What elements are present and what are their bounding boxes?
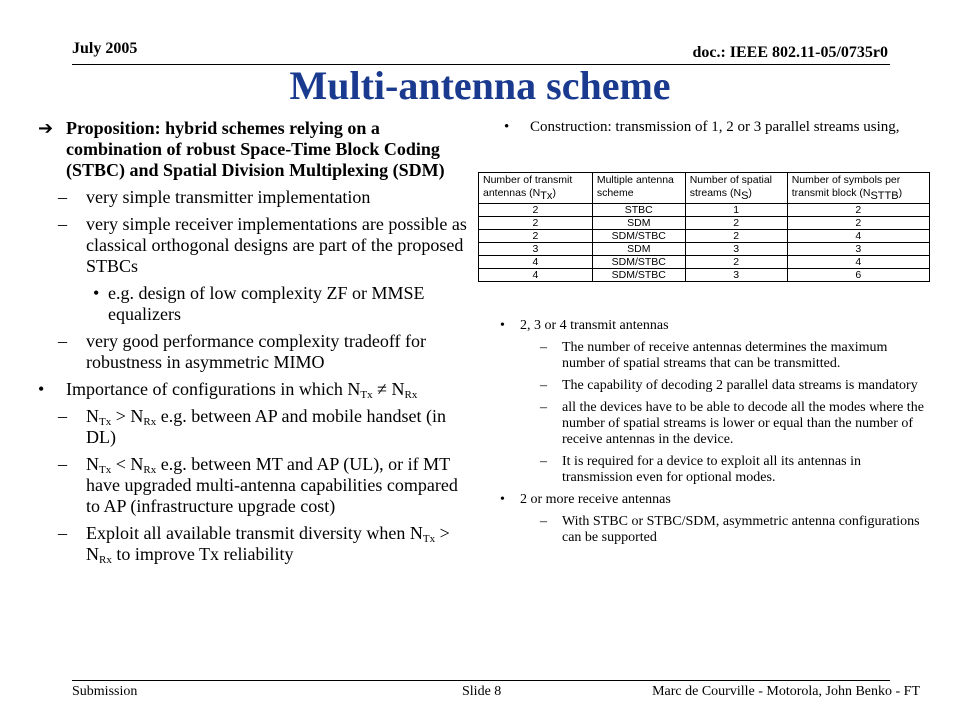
antenna-list bbox=[500, 318, 930, 552]
footer-authors: Marc de Courville - Motorola, John Benko - FT bbox=[652, 684, 920, 699]
right-column bbox=[490, 118, 940, 136]
tx-antennas-bullet: • 2, 3 or 4 transmit antennas bbox=[500, 318, 669, 333]
table-header-cell: Multiple antenna scheme bbox=[592, 173, 685, 204]
sub-bullet: – very simple transmitter implementation bbox=[58, 187, 371, 207]
sub-bullet: – very good performance complexity tradeoff for robustness in asymmetric MIMO bbox=[58, 331, 427, 372]
tx-sub-bullet: – The number of receive antennas determines the maximum number of spatial streams that can be transmitted. bbox=[540, 340, 888, 371]
footer-submission: Submission bbox=[72, 684, 138, 699]
config-bullet-dl: – $N_{Tx} > N_{Rx}$ e.g. between AP and mobile handset (in DL) bbox=[58, 406, 447, 447]
table-row: 2 SDM 2 2 bbox=[479, 217, 930, 230]
proposition-bullet: ➔ Proposition: hybrid schemes relying on a combination of robust Space-Time Block Coding (STBC) and Spatial Division Multiplexing (SDM) bbox=[38, 118, 445, 180]
importance-bullet: • Importance of configurations in which $N_{Tx} \ne N_{Rx}$ bbox=[38, 379, 418, 401]
sub-bullet: – very simple receiver implementations are possible as classical orthogonal designs are part of the proposed STBCs bbox=[58, 214, 467, 276]
table-row: 2 STBC 1 2 bbox=[479, 204, 930, 217]
construction-bullet: • Construction: transmission of 1, 2 or 3 parallel streams using, bbox=[504, 119, 900, 135]
exploit-bullet: – Exploit all available transmit diversity when $N_{Tx} > N_{Rx}$ to improve Tx reliability bbox=[58, 523, 450, 566]
footer-slide-number: Slide 8 bbox=[462, 684, 502, 699]
table-row: 2 SDM/STBC 2 4 bbox=[479, 230, 930, 243]
table-header-row bbox=[479, 173, 930, 204]
sub-sub-bullet: • e.g. design of low complexity ZF or MMSE equalizers bbox=[93, 283, 425, 324]
rx-sub-bullet: – With STBC or STBC/SDM, asymmetric antenna configurations can be supported bbox=[540, 514, 920, 545]
rx-antennas-bullet: • 2 or more receive antennas bbox=[500, 492, 671, 507]
configuration-table bbox=[478, 172, 930, 282]
config-bullet-ul: – $N_{Tx} < N_{Rx}$ e.g. between MT and AP (UL), or if MT have upgraded multi-antenna capabilities compared to AP (infrastructure upgrade cost) bbox=[58, 454, 458, 516]
table-row: 4 SDM/STBC 3 6 bbox=[479, 269, 930, 282]
footer-rule bbox=[72, 680, 890, 681]
header-date: July 2005 bbox=[72, 40, 138, 57]
table-row: 3 SDM 3 3 bbox=[479, 243, 930, 256]
slide-title: Multi-antenna scheme bbox=[289, 63, 671, 108]
header-doc-id: doc.: IEEE 802.11-05/0735r0 bbox=[692, 44, 888, 61]
tx-sub-bullet: – The capability of decoding 2 parallel data streams is mandatory bbox=[540, 378, 918, 393]
tx-sub-bullet: – all the devices have to be able to decode all the modes where the number of spatial streams is lower or equal than the number of receive antennas in the device. bbox=[540, 400, 924, 447]
tx-sub-bullet: – It is required for a device to exploit all its antennas in transmission even for optional modes. bbox=[540, 454, 861, 485]
table-header-cell: Number of symbols per transmit block $(N_{STTB})$ bbox=[787, 173, 929, 204]
table-header-cell: Number of transmit antennas $(N_{Tx})$ bbox=[479, 173, 593, 204]
arrow-bullet-icon: ➔ bbox=[38, 118, 54, 139]
left-column bbox=[38, 118, 468, 571]
table-header-cell: Number of spatial streams $(N_S)$ bbox=[685, 173, 787, 204]
table-row: 4 SDM/STBC 2 4 bbox=[479, 256, 930, 269]
